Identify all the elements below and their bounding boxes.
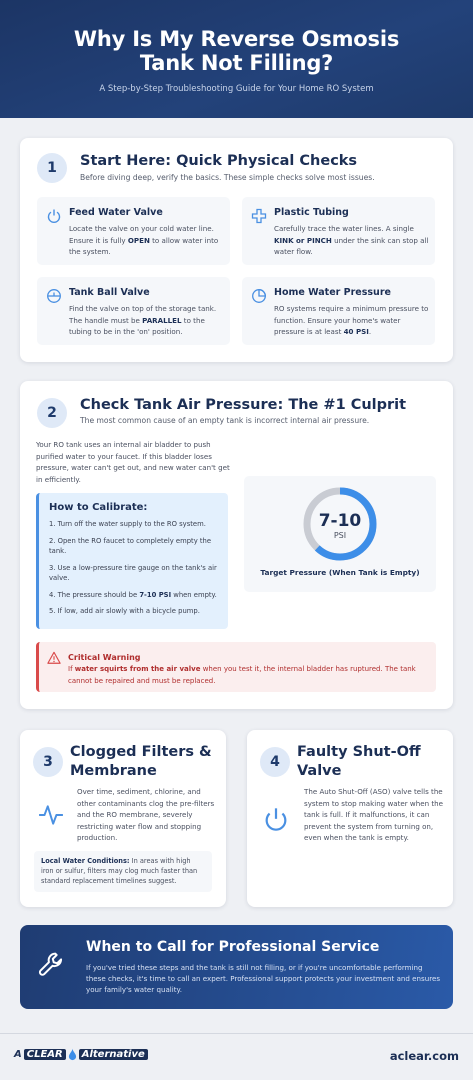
gauge-value: 7-10	[318, 511, 362, 531]
step1-title: Start Here: Quick Physical Checks	[80, 153, 358, 169]
warning-icon	[47, 651, 61, 665]
step2-subtitle: The most common cause of an empty tank is incorrect internal air pressure.	[80, 416, 370, 425]
step2-card	[20, 381, 453, 709]
howto-step: 5. If low, add air slowly with a bicycle pump.	[49, 607, 200, 615]
step2-title: Check Tank Air Pressure: The #1 Culprit	[80, 397, 407, 413]
howto-step: 1. Turn off the water supply to the RO system.	[49, 520, 206, 528]
step3-card	[20, 730, 226, 907]
step2-number: 2	[37, 398, 67, 428]
tile-plastic-tubing	[242, 197, 435, 265]
step4-text: The Auto Shut-Off (ASO) valve tells the system to stop making water when the tank is full. If it malfunctions, it can prevent the system from turning on, even when the tank is empty.	[304, 787, 443, 842]
page-subtitle: A Step-by-Step Troubleshooting Guide for Your Home RO System	[99, 84, 374, 94]
pie-gauge-icon	[251, 288, 267, 304]
pressure-gauge-panel	[244, 476, 436, 592]
valve-icon	[46, 288, 62, 304]
tile-home-water-pressure	[242, 277, 435, 345]
warning-text: If water squirts from the air valve when you test it, the internal bladder has ruptured. The tank cannot be repaired and must be replaced.	[68, 665, 416, 685]
water-drop-icon	[68, 1048, 77, 1061]
brand-logo[interactable]: A CLEAR Alternative	[14, 1048, 148, 1061]
professional-service-banner	[20, 925, 453, 1009]
hero-banner	[0, 0, 473, 118]
step3-text: Over time, sediment, chlorine, and other contaminants clog the pre-filters and the RO membrane, severely restricting water flow and stopping production.	[77, 787, 215, 842]
warning-title: Critical Warning	[68, 653, 141, 662]
howto-step: 2. Open the RO faucet to completely empty the tank.	[49, 536, 212, 555]
step4-title: Faulty Shut-Off Valve	[297, 744, 421, 779]
plus-icon	[251, 208, 267, 224]
pulse-icon	[37, 802, 65, 828]
tile-title: Plastic Tubing	[274, 207, 349, 218]
step1-number: 1	[37, 153, 67, 183]
cta-title: When to Call for Professional Service	[86, 939, 380, 955]
step4-number: 4	[260, 747, 290, 777]
step1-card	[20, 138, 453, 362]
step2-intro: Your RO tank uses an internal air bladder to push purified water to your faucet. If this bladder loses pressure, water can't get out, and new water can't get in efficiently.	[36, 440, 230, 484]
tile-title: Tank Ball Valve	[69, 287, 150, 298]
local-water-note: Local Water Conditions: In areas with high iron or sulfur, filters may clog much faster than standard replacement timelines suggest.	[34, 851, 212, 892]
tile-text: Find the valve on top of the storage tank. The handle must be PARALLEL to the tubing to be in the 'on' position.	[69, 304, 217, 336]
tile-tank-ball-valve	[37, 277, 230, 345]
wrench-icon	[36, 949, 68, 981]
tile-title: Home Water Pressure	[274, 287, 391, 298]
tile-title: Feed Water Valve	[69, 207, 163, 218]
step4-card	[247, 730, 453, 907]
footer	[0, 1033, 473, 1080]
howto-box	[36, 493, 228, 629]
title-line-2: Tank Not Filling?	[139, 51, 334, 75]
tile-feed-water-valve	[37, 197, 230, 265]
howto-title: How to Calibrate:	[49, 502, 148, 513]
tile-text: Locate the valve on your cold water line. Ensure it is fully OPEN to allow water into the system.	[69, 224, 219, 256]
step1-subtitle: Before diving deep, verify the basics. These simple checks solve most issues.	[80, 173, 375, 182]
critical-warning	[36, 642, 436, 692]
howto-step: 3. Use a low-pressure tire gauge on the tank's air valve.	[49, 563, 217, 582]
cta-text: If you've tried these steps and the tank is still not filling, or if you're uncomfortable performing these checks, it's time to call an expert. Professional support protects your investment and ensures your family's water quality.	[86, 963, 441, 994]
pressure-gauge	[244, 476, 436, 592]
gauge-label: Target Pressure (When Tank is Empty)	[260, 568, 420, 577]
tile-text: Carefully trace the water lines. A single KINK or PINCH under the sink can stop all water flow.	[274, 224, 429, 256]
step3-number: 3	[33, 747, 63, 777]
howto-list	[49, 519, 220, 623]
page-title	[0, 0, 473, 75]
step3-title: Clogged Filters & Membrane	[70, 744, 212, 779]
howto-step: 4. The pressure should be 7-10 PSI when empty.	[49, 590, 217, 599]
website-link[interactable]: aclear.com	[389, 1049, 459, 1063]
power-drop-icon	[262, 806, 290, 834]
title-line-1: Why Is My Reverse Osmosis	[73, 27, 400, 51]
power-icon	[46, 208, 62, 224]
gauge-unit: PSI	[333, 531, 347, 540]
tile-text: RO systems require a minimum pressure to function. Ensure your home's water pressure is at least 40 PSI.	[274, 304, 429, 336]
